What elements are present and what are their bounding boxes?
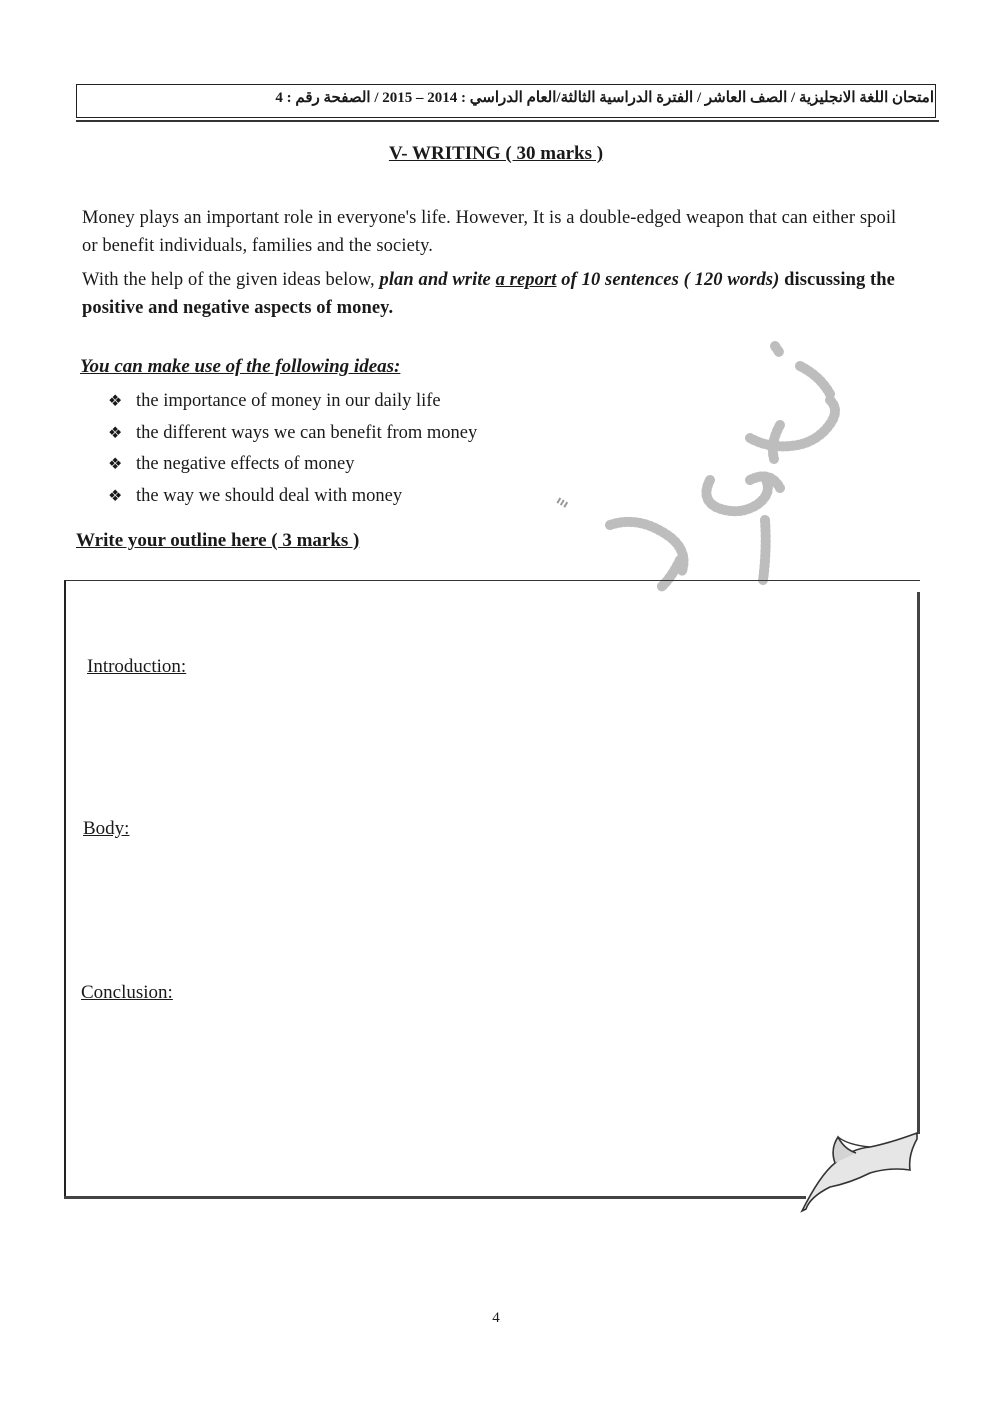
body-label: Body: xyxy=(83,818,130,839)
prompt-plain: With the help of the given ideas below, xyxy=(82,270,380,290)
prompt-paragraph-1: Money plays an important role in everyone's life. However, It is a double-edged weapon that can either spoil or benefit individuals, families and the society. xyxy=(82,208,897,256)
diamond-bullet-icon: ❖ xyxy=(108,424,123,442)
diamond-bullet-icon: ❖ xyxy=(108,393,123,410)
prompt-paragraph-2 xyxy=(82,266,902,322)
ideas-title: You can make use of the following ideas: xyxy=(80,356,401,377)
prompt-instruction: plan and write xyxy=(379,270,496,290)
prompt-topic: discussing the positive and negative aspects of money. xyxy=(82,270,895,318)
idea-text: the different ways we can benefit from money xyxy=(136,422,478,443)
idea-text: the way we should deal with money xyxy=(136,485,403,506)
outline-title: Write your outline here ( 3 marks ) xyxy=(76,530,360,551)
ideas-list xyxy=(108,386,477,512)
section-title: V- WRITING ( 30 marks ) xyxy=(388,143,604,164)
page-number: 4 xyxy=(492,1310,500,1326)
idea-text: the importance of money in our daily life xyxy=(136,391,441,411)
outline-box-bottom-edge xyxy=(64,1196,806,1199)
prompt-report: a report xyxy=(495,270,557,290)
diamond-bullet-icon: ❖ xyxy=(108,456,123,473)
list-item xyxy=(108,481,477,513)
diamond-bullet-icon: ❖ xyxy=(108,487,123,505)
prompt-length: of 10 sentences ( 120 words) xyxy=(556,270,780,290)
exam-header: امتحان اللغة الانجليزية / الصف العاشر / الفترة الدراسية الثالثة/العام الدراسي : 2014 – 2015 / الصفحة رقم : 4 xyxy=(275,90,934,106)
page-curl-icon xyxy=(790,1125,925,1215)
scribble-mark xyxy=(550,330,870,600)
conclusion-label: Conclusion: xyxy=(81,982,173,1003)
list-item xyxy=(108,418,477,450)
idea-text: the negative effects of money xyxy=(136,454,355,474)
introduction-label: Introduction: xyxy=(87,656,187,677)
outline-answer-box[interactable] xyxy=(64,580,920,1198)
list-item xyxy=(108,386,477,418)
outline-box-right-edge xyxy=(917,592,920,1134)
list-item xyxy=(108,449,477,481)
